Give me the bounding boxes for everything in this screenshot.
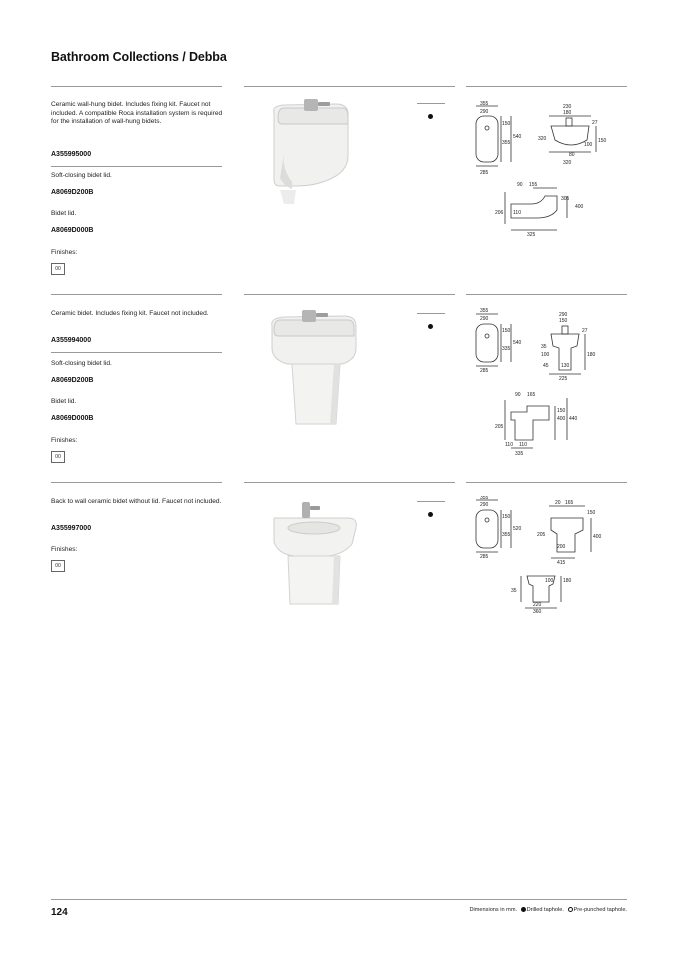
dimension-label: 35 [541, 344, 547, 350]
divider [244, 86, 455, 87]
dimension-label: 90 [517, 182, 523, 188]
dimension-label: 150 [598, 138, 607, 144]
technical-drawing [471, 100, 627, 240]
divider [51, 482, 222, 483]
dimension-label: 440 [569, 416, 578, 422]
dimension-label: 155 [529, 182, 538, 188]
dimension-label: 230 [563, 104, 572, 110]
divider [466, 294, 627, 295]
dimension-label: 100 [545, 578, 554, 584]
footnote-drilled: Drilled taphole. [526, 907, 564, 913]
accessory-label: Soft-closing bidet lid. [51, 172, 112, 179]
dimension-label: 20 [555, 500, 561, 506]
dimension-label: 355 [480, 308, 489, 314]
product-description: Back to wall ceramic bidet without lid. Faucet not included. [51, 498, 222, 505]
dimension-label: 220 [533, 602, 542, 608]
dimension-label: 150 [502, 328, 511, 334]
accessory-code: A8069D200B [51, 189, 94, 196]
accessory-code: A8069D000B [51, 415, 94, 422]
divider [417, 103, 445, 104]
footer-divider [51, 899, 627, 900]
page-title: Bathroom Collections / Debba [51, 50, 227, 64]
dimension-label: 290 [480, 109, 489, 115]
accessory-code: A8069D000B [51, 227, 94, 234]
dimension-label: 200 [557, 544, 566, 550]
dimension-label: 27 [582, 328, 588, 334]
dimension-label: 325 [527, 232, 536, 238]
dimension-label: 180 [563, 578, 572, 584]
dimension-label: 80 [569, 152, 575, 158]
product-description: Ceramic wall-hung bidet. Includes fixing kit. Faucet not included. A compatible Roca installation system is required for the installation of wall-hung bidets. [51, 101, 223, 126]
dimension-label: 285 [480, 554, 489, 560]
dimension-label: 150 [587, 510, 596, 516]
dimension-label: 110 [505, 442, 513, 448]
divider [51, 352, 222, 353]
divider [244, 294, 455, 295]
divider [51, 294, 222, 295]
dimension-label: 100 [541, 352, 550, 358]
dimension-label: 320 [538, 136, 547, 142]
dimension-label: 335 [515, 451, 524, 457]
dimension-label: 150 [557, 408, 566, 414]
dimension-label: 355 [502, 140, 511, 146]
dimension-label: 285 [480, 368, 489, 374]
product-section-floor-standing [51, 294, 627, 484]
product-section-wall-hung [51, 86, 627, 286]
product-code: A355994000 [51, 337, 92, 344]
divider [466, 86, 627, 87]
dimension-label: 35 [511, 588, 517, 594]
dimension-label: 150 [502, 514, 511, 520]
dimension-label: 45 [543, 363, 549, 369]
finishes-label: Finishes: [51, 249, 78, 256]
product-photo-back-to-wall-bidet [244, 494, 399, 614]
dimension-label: 285 [480, 170, 489, 176]
product-section-back-to-wall [51, 482, 627, 622]
technical-drawing [471, 496, 627, 614]
dimension-label: 290 [559, 312, 568, 318]
dimension-label: 100 [584, 142, 593, 148]
finish-swatch: 00 [51, 451, 65, 463]
dimension-label: 205 [537, 532, 546, 538]
dimension-label: 180 [563, 110, 572, 116]
dimension-label: 225 [559, 376, 568, 382]
dimension-label: 540 [513, 340, 522, 346]
dimension-label: 90 [515, 392, 521, 398]
drilled-taphole-indicator [428, 512, 433, 517]
dimension-label: 400 [575, 204, 584, 210]
product-photo-wall-hung-bidet [244, 94, 399, 212]
accessory-code: A8069D200B [51, 377, 94, 384]
dimension-label: 355 [480, 496, 489, 501]
dimension-label: 415 [557, 560, 566, 566]
finishes-label: Finishes: [51, 546, 78, 553]
accessory-label: Bidet lid. [51, 398, 77, 405]
product-description: Ceramic bidet. Includes fixing kit. Faucet not included. [51, 310, 209, 317]
dimension-label: 205 [495, 424, 504, 430]
dimension-label: 360 [533, 609, 542, 614]
product-code: A355995000 [51, 151, 92, 158]
dimension-label: 520 [513, 526, 522, 532]
dimension-label: 165 [527, 392, 536, 398]
dimension-label: 290 [480, 502, 489, 508]
dimension-label: 110 [519, 442, 527, 448]
finish-swatch: 00 [51, 560, 65, 572]
dimension-label: 355 [502, 532, 511, 538]
technical-drawing [471, 308, 627, 458]
product-code: A355997000 [51, 525, 92, 532]
drilled-taphole-icon [521, 907, 526, 912]
divider [417, 313, 445, 314]
divider [466, 482, 627, 483]
dimension-label: 27 [592, 120, 598, 126]
divider [417, 501, 445, 502]
footnote [469, 907, 627, 913]
dimension-label: 400 [557, 416, 566, 422]
dimension-label: 130 [561, 363, 570, 369]
dimension-label: 540 [513, 134, 522, 140]
divider [244, 482, 455, 483]
divider [51, 86, 222, 87]
accessory-label: Soft-closing bidet lid. [51, 360, 112, 367]
dimension-label: 400 [593, 534, 602, 540]
prepunched-taphole-icon [568, 907, 573, 912]
footnote-prefix: Dimensions in mm. [469, 907, 518, 913]
dimension-label: 110 [513, 210, 521, 216]
finishes-label: Finishes: [51, 437, 78, 444]
dimension-label: 165 [565, 500, 574, 506]
page-number: 124 [51, 907, 68, 918]
dimension-label: 290 [480, 316, 489, 322]
accessory-label: Bidet lid. [51, 210, 77, 217]
footnote-prepunched: Pre-punched taphole. [573, 907, 627, 913]
drilled-taphole-indicator [428, 324, 433, 329]
dimension-label: 150 [502, 121, 511, 127]
dimension-label: 335 [502, 346, 511, 352]
product-photo-floor-bidet [244, 304, 399, 432]
dimension-label: 305 [561, 196, 570, 202]
drilled-taphole-indicator [428, 114, 433, 119]
dimension-label: 320 [563, 160, 572, 166]
dimension-label: 206 [495, 210, 504, 216]
dimension-label: 355 [480, 101, 489, 107]
divider [51, 166, 222, 167]
dimension-label: 180 [587, 352, 596, 358]
finish-swatch: 00 [51, 263, 65, 275]
dimension-label: 150 [559, 318, 568, 324]
